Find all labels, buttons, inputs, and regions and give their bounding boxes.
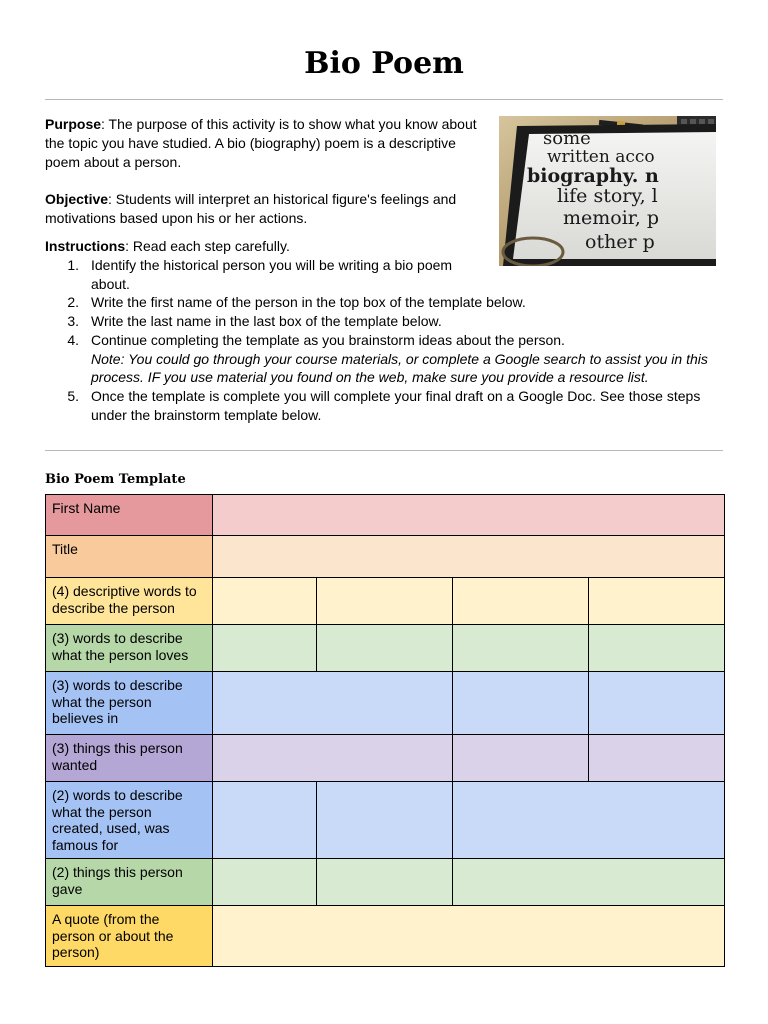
image-word: some (543, 128, 591, 149)
divider (45, 99, 723, 100)
divider (45, 450, 723, 451)
table-row (46, 859, 725, 906)
gave-cell[interactable] (453, 859, 725, 906)
instructions-text: : Read each step carefully. (125, 238, 290, 254)
step-text: Once the template is complete you will complete your final draft on a Google Doc. See those steps under the brainstorm template below. (91, 387, 701, 423)
row-label-loves: (3) words to describe what the person loves (46, 625, 213, 672)
believes-cell[interactable] (453, 672, 589, 735)
loves-cell[interactable] (453, 625, 589, 672)
step-text: Write the last name in the last box of the template below. (91, 313, 442, 330)
step-number: 2. (67, 294, 79, 311)
loves-cell[interactable] (213, 625, 317, 672)
step-number: 1. (67, 257, 79, 273)
list-item (45, 312, 725, 331)
list-item (45, 331, 725, 387)
row-label-title: Title (46, 536, 213, 578)
row-label-descriptive-words: (4) descriptive words to describe the person (46, 578, 213, 625)
step-note: Note: You could go through your course materials, or complete a Google search to assist you in this process. IF you use material you found on the web, make sure you provide a resource list. (91, 350, 708, 386)
tablet-illustration (499, 116, 716, 266)
purpose-paragraph (45, 115, 485, 172)
table-row (46, 536, 725, 578)
descriptive-word-cell[interactable] (317, 578, 453, 625)
believes-cell[interactable] (213, 672, 453, 735)
image-word: life story, l (557, 185, 658, 207)
row-label-created: (2) words to describe what the person created, used, was famous for (46, 782, 213, 859)
believes-cell[interactable] (589, 672, 725, 735)
objective-label: Objective (45, 191, 109, 207)
step-number: 4. (67, 331, 79, 348)
table-row (46, 495, 725, 536)
descriptive-word-cell[interactable] (453, 578, 589, 625)
gave-cell[interactable] (213, 859, 317, 906)
step-text: Write the first name of the person in the top box of the template below. (91, 294, 526, 311)
row-label-first-name: First Name (46, 495, 213, 536)
descriptive-word-cell[interactable] (589, 578, 725, 625)
objective-text: : Students will interpret an historical figure's feelings and motivations based upon his or her actions. (45, 191, 457, 226)
table-row (46, 578, 725, 625)
descriptive-word-cell[interactable] (213, 578, 317, 625)
instructions-label: Instructions (45, 238, 126, 254)
first-name-cell[interactable] (213, 495, 725, 536)
row-label-wanted: (3) things this person wanted (46, 735, 213, 782)
loves-cell[interactable] (589, 625, 725, 672)
title-cell[interactable] (213, 536, 725, 578)
page-title: Bio Poem (304, 46, 464, 81)
image-word: biography. n (527, 165, 659, 187)
step-number: 3. (67, 313, 79, 330)
wanted-cell[interactable] (213, 735, 453, 782)
quote-cell[interactable] (213, 906, 725, 967)
purpose-label: Purpose (45, 116, 102, 132)
table-row (46, 906, 725, 967)
instructions-paragraph (45, 237, 485, 256)
table-row (46, 672, 725, 735)
created-cell[interactable] (453, 782, 725, 859)
gave-cell[interactable] (317, 859, 453, 906)
step-text: Identify the historical person you will be writing a bio poem about. (91, 257, 453, 292)
list-item (45, 293, 725, 312)
table-row (46, 625, 725, 672)
image-word: written acco (547, 147, 655, 167)
image-word: memoir, p (563, 207, 660, 229)
row-label-quote: A quote (from the person or about the person) (46, 906, 213, 967)
image-word: other p (585, 231, 655, 253)
step-content (91, 331, 725, 387)
wanted-cell[interactable] (589, 735, 725, 782)
loves-cell[interactable] (317, 625, 453, 672)
table-row (46, 782, 725, 859)
list-item (45, 387, 725, 424)
wanted-cell[interactable] (453, 735, 589, 782)
row-label-gave: (2) things this person gave (46, 859, 213, 906)
created-cell[interactable] (317, 782, 453, 859)
table-row (46, 735, 725, 782)
bio-poem-template-table (45, 494, 725, 967)
template-heading: Bio Poem Template (45, 472, 186, 487)
objective-paragraph (45, 190, 485, 228)
purpose-text: : The purpose of this activity is to show what you know about the topic you have studied. A bio (biography) poem is a descriptive poem about a person. (45, 116, 477, 170)
step-number: 5. (67, 387, 79, 404)
row-label-believes: (3) words to describe what the person believes in (46, 672, 213, 735)
biography-tablet-image (499, 116, 716, 266)
created-cell[interactable] (213, 782, 317, 859)
instruction-steps (45, 256, 725, 424)
step-text: Continue completing the template as you brainstorm ideas about the person. (91, 331, 565, 348)
